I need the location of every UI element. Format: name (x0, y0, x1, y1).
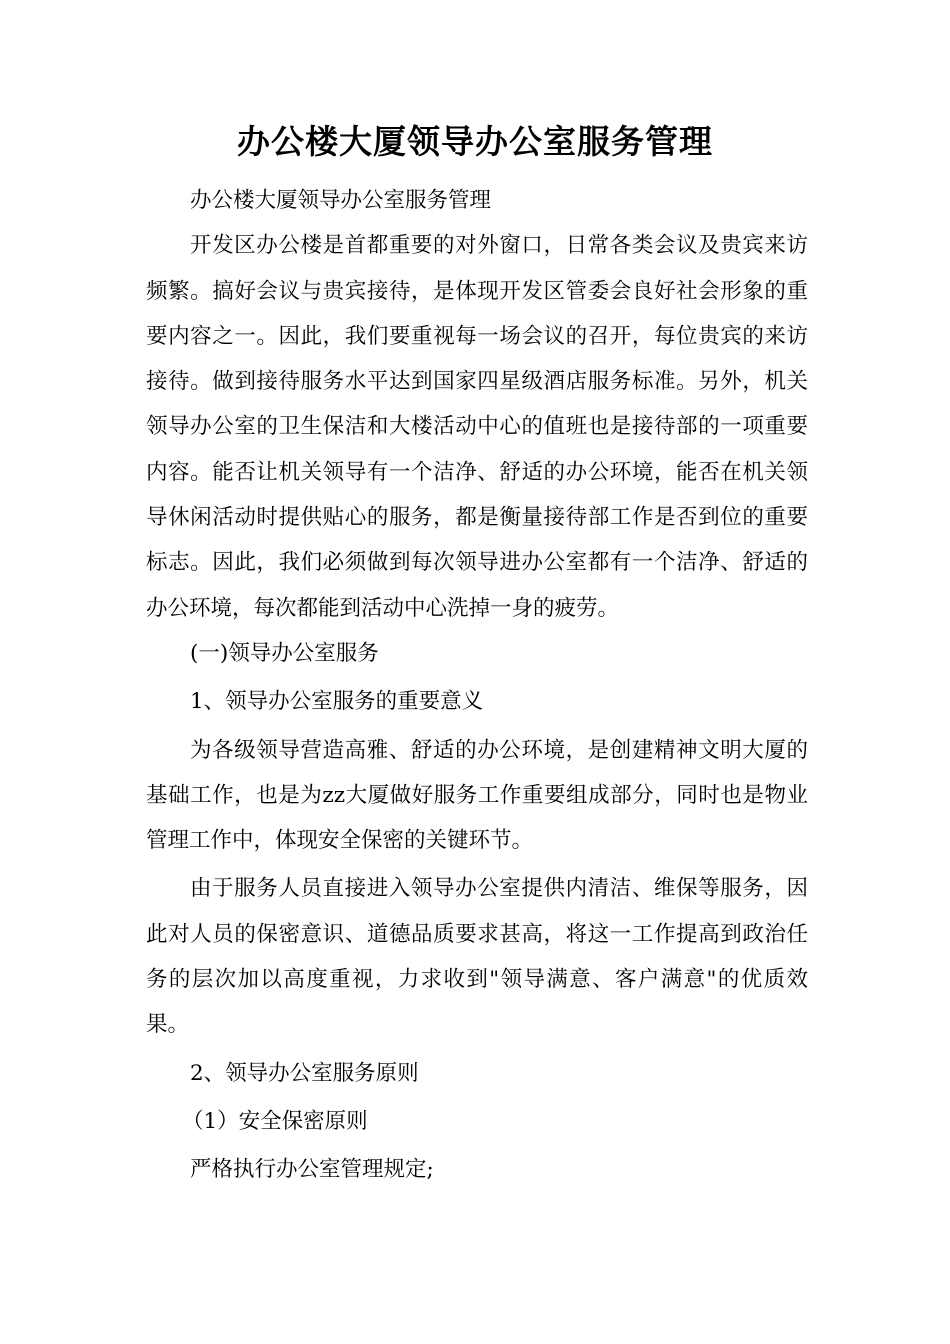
subsection-heading-2: 2、领导办公室服务原则 (190, 1060, 419, 1086)
document-body (146, 178, 808, 1193)
subtitle-paragraph: 办公楼大厦领导办公室服务管理 (190, 188, 492, 213)
document-title: 办公楼大厦领导办公室服务管理 (237, 122, 713, 161)
principle-heading-1: （1）安全保密原则 (182, 1108, 368, 1134)
intro-paragraph: 开发区办公楼是首都重要的对外窗口，日常各类会议及贵宾来访频繁。搞好会议与贵宾接待，是体现开发区管委会良好社会形象的重要内容之一。因此，我们要重视每一场会议的召开，每位贵宾的来访接待。做到接待服务水平达到国家四星级酒店服务标准。另外，机关领导办公室的卫生保洁和大楼活动中心的值班也是接待部的一项重要内容。能否让机关领导有一个洁净、舒适的办公环境，能否在机关领导休闲活动时提供贴心的服务，都是衡量接待部工作是否到位的重要标志。因此，我们必须做到每次领导进办公室都有一个洁净、舒适的办公环境，每次都能到活动中心洗掉一身的疲劳。 (146, 233, 808, 621)
section-heading-1: (一)领导办公室服务 (190, 640, 379, 666)
confidentiality-paragraph: 由于服务人员直接进入领导办公室提供内清洁、维保等服务，因此对人员的保密意识、道德品质要求甚高，将这一工作提高到政治任务的层次加以高度重视，力求收到"领导满意、客户满意"的优质效果。 (146, 876, 808, 1038)
significance-paragraph: 为各级领导营造高雅、舒适的办公环境，是创建精神文明大厦的基础工作，也是为zz大厦做好服务工作重要组成部分，同时也是物业管理工作中，体现安全保密的关键环节。 (146, 737, 808, 854)
subsection-heading-1: 1、领导办公室服务的重要意义 (190, 689, 484, 715)
principle-paragraph-1: 严格执行办公室管理规定; (190, 1157, 434, 1183)
